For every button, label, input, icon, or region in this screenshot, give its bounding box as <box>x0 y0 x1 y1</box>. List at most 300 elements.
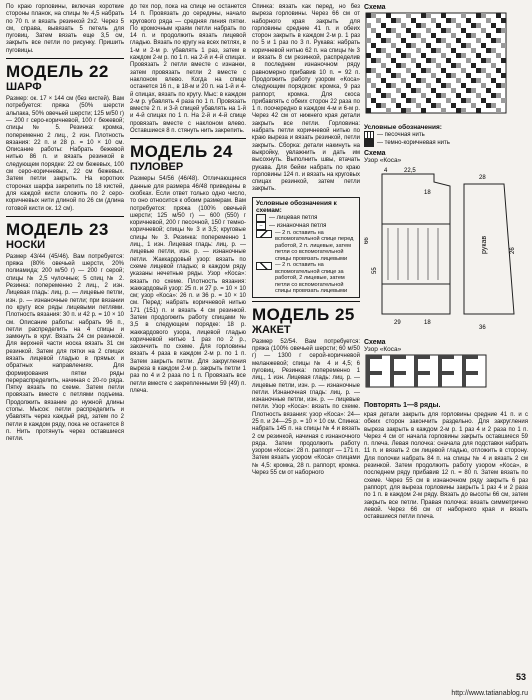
chart-cell <box>436 78 441 83</box>
chart-cell <box>418 371 422 375</box>
chart-cell <box>381 63 386 68</box>
chart-cell <box>371 98 376 103</box>
garment-pattern-diagram <box>364 164 524 334</box>
chart-cell <box>394 371 398 375</box>
column-1 <box>6 4 124 445</box>
model-22-text: Размер: ок. 17 × 144 см (без кистей). Вам потребуется: пряжа (50% шерсти альпака, 50% овечьей шерсти; 125 м/50 г) — 200 г серо-коричневой, 100 г бежевой; спицы № 5. Резинка: кромка, попеременно 2 лиц., 2 изн. Плотность вязания: 22 п. и 28 р. = 10 × 10 см. Описание работы: Набрать бежевой нитью 86 п. и вязать резинкой в следующем порядке: 22 см бежевых, 100 см серо-коричневых, 22 см бежевых. Затем петли закрыть. На коротких сторонах шарфа закрепить по 18 кистей, для каждой кисти сложить по 2 серо-коричневых нити длиной по 26 см (длина готовой кисти ок. 12 см). <box>6 96 124 212</box>
chart-cell <box>390 375 394 379</box>
chart-cell <box>422 371 426 375</box>
chart-cell <box>394 355 398 359</box>
chart-cell <box>406 43 411 48</box>
chart-cell <box>501 83 506 88</box>
chart-cell <box>416 78 421 83</box>
chart-cell <box>418 355 422 359</box>
chart-cell <box>481 13 486 18</box>
chart-cell <box>390 359 394 363</box>
chart-cell <box>398 355 402 359</box>
chart-cell <box>386 68 391 73</box>
chart-cell <box>381 48 386 53</box>
chart-cell <box>446 18 451 23</box>
chart-cell <box>396 48 401 53</box>
chart-cell <box>441 83 446 88</box>
chart-cell <box>481 68 486 73</box>
chart-cell <box>466 58 471 63</box>
chart-cell <box>450 355 454 359</box>
chart-cell <box>451 48 456 53</box>
chart-cell <box>442 371 446 375</box>
chart-cell <box>386 38 391 43</box>
chart-cell <box>431 58 436 63</box>
chart-cell <box>462 367 466 371</box>
chart-cell <box>486 18 491 23</box>
chart-cell <box>462 355 466 359</box>
chart-cell <box>446 28 451 33</box>
legend-row: — песочная нить <box>364 131 528 139</box>
knit-stitch-icon <box>256 214 266 222</box>
chart-cell <box>466 18 471 23</box>
chart-cell <box>456 78 461 83</box>
chart-cell <box>401 108 406 113</box>
chart-cell <box>496 28 501 33</box>
chart-cell <box>481 43 486 48</box>
chart-cell <box>466 98 471 103</box>
chart-cell <box>426 68 431 73</box>
chart-cell <box>466 355 470 359</box>
chart-cell <box>396 103 401 108</box>
chart-cell <box>496 68 501 73</box>
chart-cell <box>456 108 461 113</box>
legend-title-2: Условные обозначения: <box>364 124 442 131</box>
chart-cell <box>391 98 396 103</box>
chart-cell <box>411 88 416 93</box>
chart-cell <box>481 83 486 88</box>
chart-cell <box>421 38 426 43</box>
svg-text:26: 26 <box>510 247 516 254</box>
model-22-title: МОДЕЛЬ 22 <box>6 62 109 82</box>
sleeve-label: рукав <box>481 235 488 254</box>
model-25-title: МОДЕЛЬ 25 <box>252 304 355 324</box>
chart-cell <box>416 48 421 53</box>
legend-row: – — изнаночная петля <box>256 222 356 230</box>
chart-cell <box>438 355 442 359</box>
chart-cell <box>416 103 421 108</box>
chart-cell <box>471 78 476 83</box>
chart-cell <box>476 78 481 83</box>
legend-row: — лицевая петля <box>256 214 356 222</box>
chart-cell <box>462 371 466 375</box>
chart-cell <box>496 93 501 98</box>
chart-cell <box>438 379 442 383</box>
model-23-continuation: до тех пор, пока на спице не останется 14 п. Провязать до середины, начало кругового ряда — средняя линия пятки. По кромочным краям петли набрать по 14 п. и продолжить вязать лицевой гладью. Вязать по кругу на всех петлях, в 1-м и 2-м р. убавлять 1 раз, затем в каждом 2-м р. по 1 п. на 2-й и 4-й спицах. Провязать 2 петли вместе с изнанки, затем провязать петли 2 вместе с наклоном влево. Когда на спице останется 16 п., в 18-м и 20 п. на 1-й и 4-й спицах, вязать по кругу. Мыс: в каждом 2-м р. убавлять 4 раза по 1 п. Провязать вместе 2 п. и 3-й спицей убавлять на 1-й и 4-й спицах по 1 п. На 2-й и 4-й спице провязать вместе с наклоном влево. Оставшиеся 8 п. стянуть нить закрепить. <box>130 4 246 135</box>
chart-cell <box>411 98 416 103</box>
chart-cell <box>401 38 406 43</box>
chart-cell <box>496 13 501 18</box>
chart-cell <box>436 63 441 68</box>
chart-cell <box>426 43 431 48</box>
chart-cell <box>414 383 418 387</box>
divider <box>6 58 124 59</box>
chart-cell <box>466 43 471 48</box>
chart-cell <box>491 48 496 53</box>
chart-cell <box>436 103 441 108</box>
chart-cell <box>491 38 496 43</box>
chart-cell <box>391 43 396 48</box>
chart-cell <box>431 103 436 108</box>
chart-cell <box>416 33 421 38</box>
chart-cell <box>466 371 470 375</box>
chart-cell <box>411 18 416 23</box>
chart-cell <box>401 53 406 58</box>
chart-cell <box>381 38 386 43</box>
chart-cell <box>462 375 466 379</box>
svg-text:22,5: 22,5 <box>404 168 416 174</box>
chart-cell <box>396 63 401 68</box>
svg-text:18: 18 <box>424 320 431 326</box>
chart-cell <box>381 23 386 28</box>
chart-cell <box>414 371 418 375</box>
model-22-subtitle: ШАРФ <box>6 81 42 94</box>
chart-cell <box>406 28 411 33</box>
chart-cell <box>451 88 456 93</box>
chart-cell <box>496 38 501 43</box>
chart-cell <box>426 58 431 63</box>
chart-cell <box>476 93 481 98</box>
chart-cell <box>441 68 446 73</box>
svg-text:28: 28 <box>479 175 486 181</box>
chart-cell <box>366 359 370 363</box>
chart-cell <box>441 28 446 33</box>
chart-cell <box>481 98 486 103</box>
chart-cell <box>474 355 478 359</box>
schema-3-label: Схема <box>364 339 386 346</box>
chart-cell <box>438 375 442 379</box>
chart-cell <box>461 43 466 48</box>
chart-cell <box>371 43 376 48</box>
chart-cell <box>374 371 378 375</box>
chart-cell <box>438 371 442 375</box>
model-23-title: МОДЕЛЬ 23 <box>6 219 109 239</box>
chart-cell <box>501 43 506 48</box>
model-24-subtitle: ПУЛОВЕР <box>130 161 184 174</box>
chart-cell <box>461 13 466 18</box>
svg-text:66: 66 <box>364 237 370 244</box>
chart-cell <box>456 38 461 43</box>
chart-cell <box>406 108 411 113</box>
chart-cell <box>471 48 476 53</box>
chart-cell <box>416 88 421 93</box>
chart-cell <box>414 363 418 367</box>
schema-3-subtitle: Узор «Коса» <box>364 346 402 353</box>
chart-cell <box>386 28 391 33</box>
chart-cell <box>391 83 396 88</box>
chart-cell <box>406 98 411 103</box>
chart-cell <box>386 13 391 18</box>
chart-cell <box>471 103 476 108</box>
cross-right-icon <box>256 230 272 238</box>
chart-cell <box>396 18 401 23</box>
chart-cell <box>421 93 426 98</box>
model-25-text: Размер 52/54. Вам потребуется: пряжа (100% овечьей шерсти; 60 м/50 г) — 1300 г серой-коричневой меланжевой; спицы № 4 и 4,5; 6 пуговиц. Резинка: попеременно 1 лиц., 1 изн. Лицевая гладь: лиц. р. — лицевые петли, изн. р. — изнаночные петли. Изнаночная гладь: лиц. р. — изнаночные петли, изн. р. — лицевые петли. Узор «Коса»: вязать по схеме. Плотность вязания: узор «Коса»: 24—25 п. и 24—25 р. = 10 × 10 см. Спинка: набрать 145 п. на спицы № 4 и вязать 2 см резинкой, начиная с изнаночного ряда. Затем продолжить работу узором «Коса»: 28 п. раппорт — 171 п. Затем вязать узором «Коса» спицами № 4,5: кромка, 28 п. раппорт, кромка. Через 55 см от наборного <box>252 338 360 477</box>
chart-cell <box>401 63 406 68</box>
chart-cell <box>376 18 381 23</box>
chart-cell <box>396 88 401 93</box>
chart-cell <box>366 23 371 28</box>
chart-cell <box>451 18 456 23</box>
chart-cell <box>366 383 370 387</box>
chart-cell <box>370 355 374 359</box>
chart-cell <box>416 63 421 68</box>
chart-cell <box>431 73 436 78</box>
chart-cell <box>421 108 426 113</box>
chart-cell <box>486 103 491 108</box>
chart-cell <box>411 73 416 78</box>
schema-2-label: Схема <box>364 150 386 157</box>
chart-cell <box>496 53 501 58</box>
chart-cell <box>406 13 411 18</box>
chart-cell <box>426 28 431 33</box>
chart-cell <box>496 108 501 113</box>
chart-cell <box>471 23 476 28</box>
model-23-text: Размер 43/44 (45/46). Вам потребуется: пряжа (80% овечьей шерсти, 20% полиамида; 200 м/50 г) — 200 г серой; спицы № 2,5 чулочные; 5 спиц № 2. Резинка: попеременно 2 лиц., 2 изн. Лицевая гладь: лиц. р. — лицевые петли, изн. р. — изнаночные петли; при вязании по кругу все ряды лицевыми петлями. Плотность вязания: 30 п. и 42 р. = 10 × 10 см. Описание работы: набрать 96 п., петли распределить на 4 спицы и замкнуть в круг. Вязать 24 см резинкой. Для верхней части носка вязать 31 см резинкой. Затем для пятки на 2 спицах вязать лицевой гладью в прямых и обратных направлениях. Для формирования пятки ряды перераспределить, начиная с 20-го ряда. Пятку вязать по схеме. Затем петли провязать вместе с петлями подъема. Продолжить вязание до нужной длины стопы. Мысок: петли распределить и убавлять через каждый ряд, затем по 2 петли в каждом ряду, пока не останется 8 п. Нить протянуть через оставшиеся петли. <box>6 253 124 443</box>
chart-cell <box>366 38 371 43</box>
chart-cell <box>390 379 394 383</box>
chart-cell <box>426 83 431 88</box>
chart-cell <box>491 93 496 98</box>
chart-cell <box>371 13 376 18</box>
chart-cell <box>446 73 451 78</box>
chart-cell <box>378 371 382 375</box>
chart-cell <box>441 38 446 43</box>
legend-row: — 2 п. оставить на вспомогательной спице перед работой, 2 п. лицевые, затем петли со вспомогательной спицы провязать лицевыми <box>256 230 356 263</box>
chart-cell <box>461 68 466 73</box>
model-23-subtitle: НОСКИ <box>6 238 46 251</box>
chart-cell <box>386 108 391 113</box>
chart-cell <box>422 355 426 359</box>
chart-cell <box>486 73 491 78</box>
chart-cell <box>426 98 431 103</box>
chart-cell <box>431 18 436 23</box>
chart-cell <box>436 23 441 28</box>
chart-cell <box>446 98 451 103</box>
chart-cell <box>456 23 461 28</box>
chart-cell <box>414 379 418 383</box>
chart-cell <box>474 371 478 375</box>
chart-cell <box>391 28 396 33</box>
chart-cell <box>366 363 370 367</box>
chart-cell <box>446 43 451 48</box>
chart-cell <box>436 38 441 43</box>
chart-cell <box>402 355 406 359</box>
chart-cell <box>421 68 426 73</box>
chart-cell <box>376 73 381 78</box>
chart-cell <box>470 371 474 375</box>
chart-cell <box>371 58 376 63</box>
chart-cell <box>366 108 371 113</box>
chart-cell <box>446 58 451 63</box>
chart-cell <box>390 371 394 375</box>
chart-cell <box>442 355 446 359</box>
chart-cell <box>501 98 506 103</box>
chart-cell <box>438 383 442 387</box>
divider <box>252 301 360 302</box>
chart-cell <box>390 367 394 371</box>
legend-row: — темно-коричневая нить <box>364 139 528 147</box>
chart-cell <box>381 103 386 108</box>
chart-cell <box>366 68 371 73</box>
chart-cell <box>438 359 442 363</box>
chart-cell <box>371 28 376 33</box>
divider <box>6 216 124 217</box>
chart-cell <box>414 375 418 379</box>
chart-cell <box>366 78 371 83</box>
chart-cell <box>414 355 418 359</box>
chart-cell <box>366 355 370 359</box>
chart-cell <box>462 379 466 383</box>
repeat-note: Повторять 1—8 ряды. <box>364 402 441 409</box>
chart-cell <box>491 23 496 28</box>
chart-cell <box>451 63 456 68</box>
chart-cell <box>476 38 481 43</box>
chart-cell <box>462 363 466 367</box>
chart-cell <box>441 13 446 18</box>
chart-cell <box>470 355 474 359</box>
chart-cell <box>476 23 481 28</box>
chart-cell <box>406 53 411 58</box>
chart-cell <box>441 108 446 113</box>
chart-cell <box>398 371 402 375</box>
chart-cell <box>401 23 406 28</box>
svg-text:4: 4 <box>384 168 388 174</box>
chart-cell <box>486 58 491 63</box>
model-24-continuation: Спинка: вязать как перед, но без выреза горловины. Через 66 см от наборного края закрыть для горловины средние 41 п. и обеих сторон закрыть в каждом 2-м р. 1 раз по 5 и 1 раз по 3 п. Рукава: набрать коричневой нитью 62 п. на спицы № 3 и вязать 8 см резинкой, распределив в последнем изнаночном ряду равномерно прибавив 10 п. = 92 п. Продолжить работу узором «Коса» следующим порядком: кромка, 9 раз раппорт, кромка. Для скоса прибавлять с обеих сторон 22 раза по 1 п. поочередно в каждом 4-м и 6-м р. Через 42 см от нижнего края детали закрыть все петли. Горловина: набрать петли коричневой нитью по краю выреза и вязать резинкой, петли закрыть. Сборка: детали накинуть на выкройку, увлажнить и дать им высохнуть. Выполнить швы, втачать рукава. Для бейки набрать по краю горловины 124 п. и вязать на круговых спицах резинкой, затем петли закрыть. <box>252 4 360 193</box>
legend-row: — 2 п. оставить на вспомогательной спице за работой, 2 лицевые, затем петли со вспомогательной спицы провязать лицевыми <box>256 262 356 295</box>
chart-cell <box>450 371 454 375</box>
chart-cell <box>446 83 451 88</box>
svg-text:36: 36 <box>479 325 486 331</box>
chart-cell <box>390 383 394 387</box>
chart-cell <box>406 83 411 88</box>
chart-cell <box>366 371 370 375</box>
chart-cell <box>471 33 476 38</box>
jacquard-chart <box>364 11 524 117</box>
chart-cell <box>366 379 370 383</box>
chart-cell <box>370 371 374 375</box>
sand-yarn-icon <box>364 131 374 139</box>
chart-cell <box>391 73 396 78</box>
chart-cell <box>402 371 406 375</box>
chart-cell <box>456 53 461 58</box>
chart-cell <box>391 58 396 63</box>
chart-cell <box>461 98 466 103</box>
chart-cell <box>411 58 416 63</box>
model-25-subtitle: ЖАКЕТ <box>252 323 291 336</box>
chart-cell <box>386 53 391 58</box>
chart-cell <box>481 58 486 63</box>
chart-cell <box>446 355 450 359</box>
chart-cell <box>366 53 371 58</box>
svg-text:55: 55 <box>372 267 378 274</box>
chart-cell <box>401 93 406 98</box>
model-24-text: Размеры 54/56 (46/48). Отличающиеся данные для размера 46/48 приведены в скобках. Если ответ только одно число, то оно относится к обоим размерам. Вам потребуется: пряжа (100% овечьей шерсти; 125 м/50 г) — 600 (550) г коричневой, 200 г песочной, 150 г темно-коричневой; спицы № 3 и 3,5; круговые спицы № 3. Резинка: попеременно 1 лиц., 1 изн. Лицевая гладь: лиц. р. — лицевые петли, изн. р. — изнаночные петли. Жаккардовый узор: вязать по схеме лицевой гладью; в каждом ряду указаны нечетные ряды. Узор «Коса»: вязать по схеме. Плотность вязания: жаккардовый узор: 25 п. и 27 р. = 10 × 10 см; узор «Коса»: 26 п. и 36 р. = 10 × 10 см. Перед: набрать коричневой нитью 171 (151) п. и вязать 4 см резинкой. Затем продолжить работу спицами № 3,5 в следующем порядке: 18 р. жаккардового узора, лицевой гладью коричневой нитью 1 раз по 2 р., закончить по схеме. Для горловины вязать 4 раза в каждом 2-м р. по 1 п. Затем закрыть петли. Для закругления выреза в каждом 2-м р. закрыть петли 1 раз по 4 и 2 раза по 1 п. Провязать все петли вместе с закрепленными 59 (49) п. плеча. <box>130 176 246 394</box>
chart-cell <box>381 93 386 98</box>
chart-cell <box>366 367 370 371</box>
chart-cell <box>462 383 466 387</box>
chart-cell <box>396 73 401 78</box>
column-2 <box>130 4 246 396</box>
chart-cell <box>376 48 381 53</box>
chart-cell <box>501 28 506 33</box>
chart-cell <box>481 28 486 33</box>
chart-cell <box>486 48 491 53</box>
chart-cell <box>501 58 506 63</box>
chart-cell <box>456 93 461 98</box>
chart-cell <box>476 108 481 113</box>
column-3 <box>252 4 360 478</box>
purl-stitch-icon: – <box>256 222 266 230</box>
chart-cell <box>421 53 426 58</box>
chart-cell <box>401 78 406 83</box>
chart-cell <box>438 363 442 367</box>
chart-cell <box>501 18 506 23</box>
chart-cell <box>376 33 381 38</box>
chart-cell <box>476 13 481 18</box>
chart-cell <box>421 78 426 83</box>
column-4 <box>364 4 528 522</box>
chart-cell <box>406 68 411 73</box>
chart-cell <box>436 93 441 98</box>
chart-cell <box>376 88 381 93</box>
svg-text:18: 18 <box>424 190 431 196</box>
legend-box-2 <box>364 124 528 147</box>
svg-text:29: 29 <box>394 320 401 326</box>
cable-chart <box>364 353 524 397</box>
chart-cell <box>456 63 461 68</box>
chart-cell <box>421 23 426 28</box>
chart-cell <box>461 83 466 88</box>
chart-cell <box>436 48 441 53</box>
chart-cell <box>486 33 491 38</box>
chart-cell <box>378 355 382 359</box>
chart-cell <box>491 103 496 108</box>
chart-cell <box>421 13 426 18</box>
chart-cell <box>374 355 378 359</box>
chart-cell <box>431 48 436 53</box>
cross-left-icon <box>256 262 272 270</box>
site-url[interactable]: http://www.tatianablog.ru <box>451 690 528 697</box>
chart-cell <box>441 53 446 58</box>
schema-2-subtitle: Узор «Коса» <box>364 157 402 164</box>
chart-cell <box>386 83 391 88</box>
chart-cell <box>426 355 430 359</box>
chart-cell <box>441 93 446 98</box>
chart-cell <box>486 88 491 93</box>
chart-cell <box>466 73 471 78</box>
chart-cell <box>451 73 456 78</box>
chart-cell <box>390 355 394 359</box>
chart-cell <box>471 63 476 68</box>
chart-cell <box>501 73 506 78</box>
chart-cell <box>491 78 496 83</box>
chart-cell <box>411 43 416 48</box>
chart-cell <box>476 53 481 58</box>
chart-cell <box>461 28 466 33</box>
chart-cell <box>390 363 394 367</box>
chart-cell <box>461 53 466 58</box>
chart-cell <box>426 13 431 18</box>
chart-cell <box>416 23 421 28</box>
chart-cell <box>366 375 370 379</box>
chart-cell <box>451 33 456 38</box>
